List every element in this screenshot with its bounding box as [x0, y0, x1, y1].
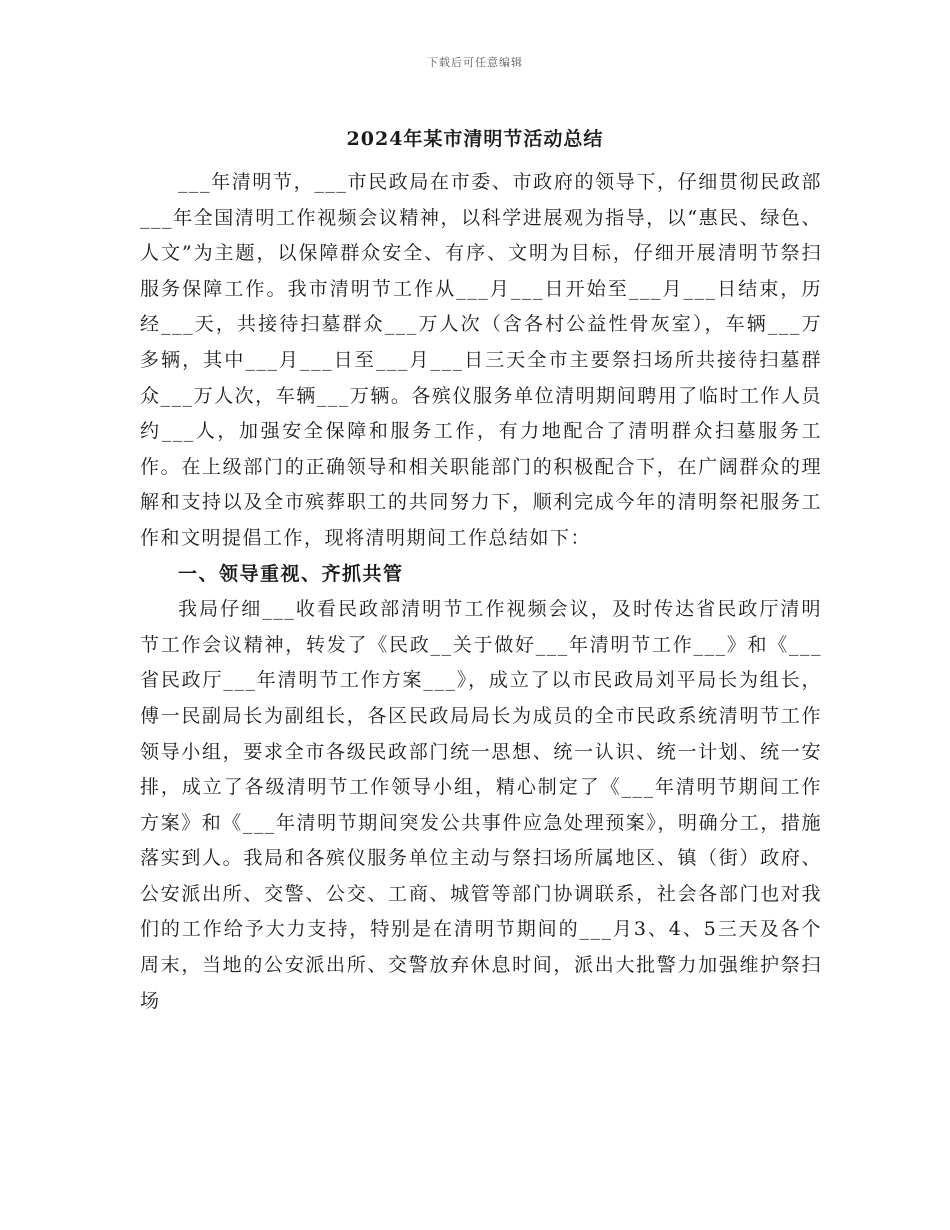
section-heading-1: 一、领导重视、齐抓共管 — [178, 562, 404, 585]
document-title: 2024年某市清明节活动总结 — [346, 128, 604, 150]
paragraph-section-1: 我局仔细___收看民政部清明节工作视频会议，及时传达省民政厅清明节工作会议精神，转发了《民政__关于做好___年清明节工作___》和《___省民政厅___年清明节工作方案___》，成立了以市民政局刘平局长为组长，傅一民副局长为副组长，各区民政局局长为成员的全市民政系统清明节工作领导小组，要求全市各级民政部门统一思想、统一认识、统一计划、统一安排，成立了各级清明节工作领导小组，精心制定了《___年清明节期间工作方案》和《___年清明节期间突发公共事件应急处理预案》，明确分工，措施落实到人。我局和各殡仪服务单位主动与祭扫场所属地区、镇（街）政府、公安派出所、交警、公交、工商、城管等部门协调联系，社会各部门也对我们的工作给予大力支持，特别是在清明节期间的___月3、4、5三天及各个周末，当地的公安派出所、交警放弃休息时间，派出大批警力加强维护祭扫场 — [140, 598, 822, 1012]
header-note: 下载后可任意编辑 — [427, 56, 523, 69]
paragraph-intro: ___年清明节，___市民政局在市委、市政府的领导下，仔细贯彻民政部___年全国清明工作视频会议精神，以科学进展观为指导，以“惠民、绿色、人文”为主题，以保障群众安全、有序、文明为目标，仔细开展清明节祭扫服务保障工作。我市清明节工作从___月___日开始至___月___日结束，历经___天，共接待扫墓群众___万人次（含各村公益性骨灰室），车辆___万多辆，其中___月___日至___月___日三天全市主要祭扫场所共接待扫墓群众___万人次，车辆___万辆。各殡仪服务单位清明期间聘用了临时工作人员约___人，加强安全保障和服务工作，有力地配合了清明群众扫墓服务工作。在上级部门的正确领导和相关职能部门的积极配合下，在广阔群众的理解和支持以及全市殡葬职工的共同努力下，顺利完成今年的清明祭祀服务工作和文明提倡工作，现将清明期间工作总结如下： — [140, 171, 822, 549]
document-body — [140, 165, 822, 1019]
